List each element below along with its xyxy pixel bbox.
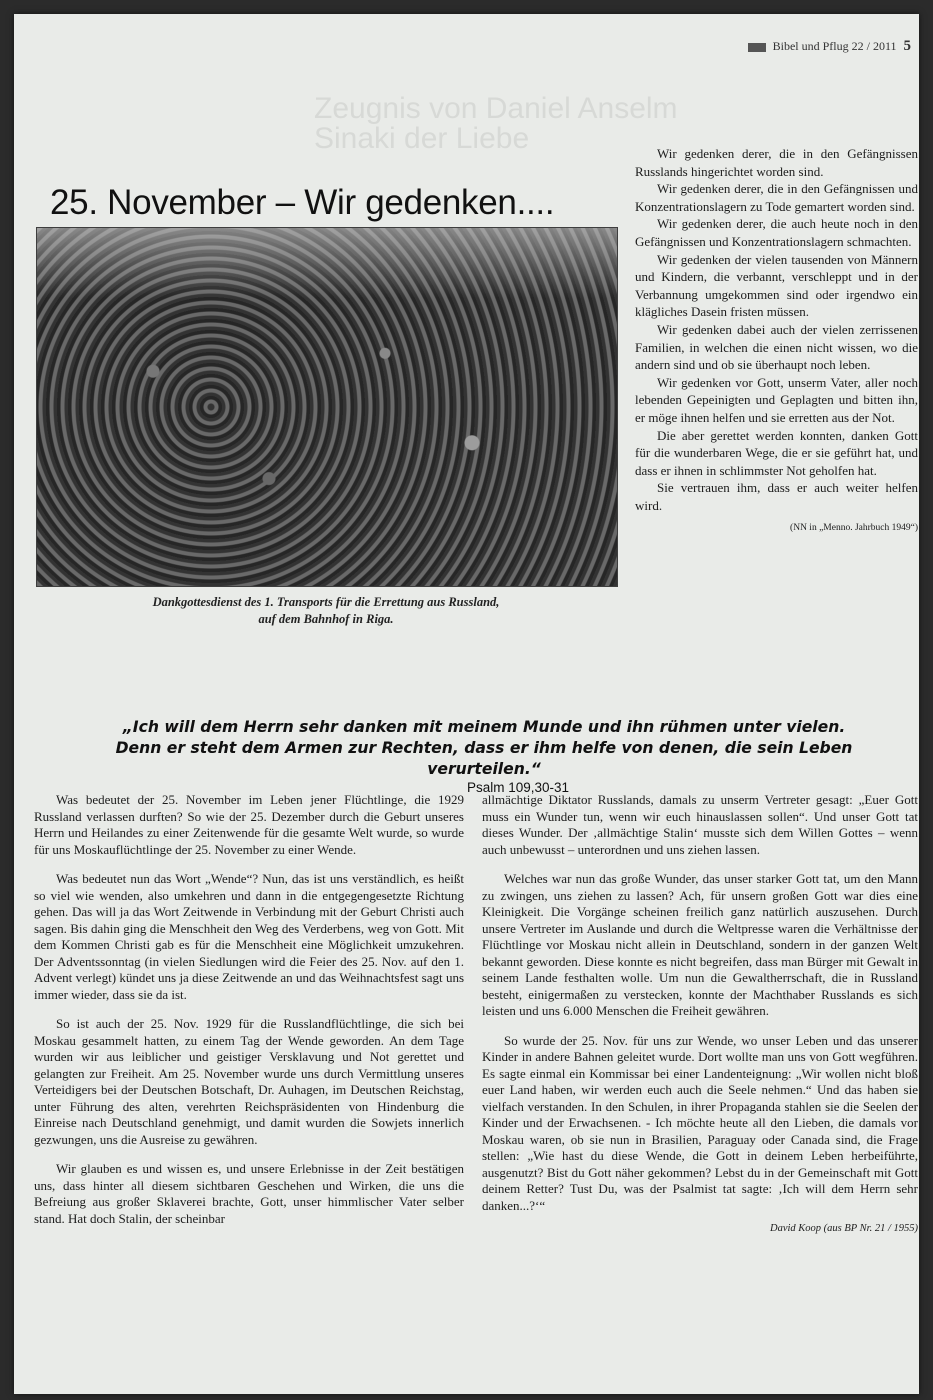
page-number: 5 (903, 38, 911, 54)
body-paragraph: Wir glauben es und wissen es, und unsere Erlebnisse in der Zeit bestätigen uns, dass hinter all diesem sichtbaren Geschehen und Wirken, die uns die Befreiung aus großer Sklaverei brachte, Gott, unser himmlischer Vater selber stand. Hat doch Stalin, der scheinbar (34, 1161, 464, 1226)
body-paragraph: So ist auch der 25. Nov. 1929 für die Russlandflüchtlinge, die sich bei Moskau gesammelt hatten, zu einem Tag der Wende geworden. An dem Tage wurden wir aus leiblicher und geistiger Versklavung und Not gerettet und gelangten zur Freiheit. Am 25. November wurde uns durch Vermittlung unseres Verteidigers bei der Deutschen Botschaft, Dr. Auhagen, im Deutschen Reichstag, unter Führung des alten, verehrten Reichspräsidenten von Hindenburg die Einreise nach Deutschland genehmigt, und damit wurden die Sowjets innerlich gezwungen, uns die Ausreise zu gewähren. (34, 1016, 464, 1147)
quote-reference: Psalm 109,30-31 (466, 780, 569, 795)
caption-line-1: Dankgottesdienst des 1. Transports für die Errettung aus Russland, (152, 595, 500, 609)
publication-issue: Bibel und Pflug 22 / 2011 (772, 39, 897, 53)
psalm-quote (74, 717, 894, 796)
body-paragraph: Welches war nun das große Wunder, das unser starker Gott tat, um den Mann zu zwingen, uns ziehen zu lassen? Ach, für unsern großen Gott war dies eine Kleinigkeit. Die Vorgänge scheinen freilich ganz natürlich auszusehen. Durch unsere Vertreter im Auslande und durch die Weltpresse waren die Verhältnisse der Flüchtlinge vor Moskau nicht allein in Deutschland, sondern in der ganzen Welt bekannt geworden. Diese konnte es nicht begreifen, dass man Bürger mit Gewalt in seinem Lande festhalten wolle. Um nun die Gewaltherrschaft, die in Russland besteht, einigermaßen zu verstecken, konnte der Machthaber Russlands es sich leisten und uns 6.000 Menschen die Freiheit gewähren. (482, 871, 918, 1018)
remembrance-paragraph: Wir gedenken dabei auch der vielen zerrissenen Familien, in welchen die einen nicht wissen, wo die andern sind und ob sie überhaupt noch leben. (635, 321, 918, 373)
caption-line-2: auf dem Bahnhof in Riga. (258, 612, 394, 626)
body-column-left (34, 792, 464, 1240)
remembrance-paragraph: Wir gedenken derer, die auch heute noch in den Gefängnissen und Konzentrationslagern schmachten. (635, 216, 918, 249)
author-signature: David Koop (aus BP Nr. 21 / 1955) (770, 1223, 918, 1234)
header-bar-decoration (748, 43, 766, 52)
body-column-right (482, 792, 918, 1238)
article-title: 25. November – Wir gedenken.... (50, 183, 555, 223)
remembrance-paragraph: Die aber gerettet werden konnten, danken Gott für die wunderbaren Wege, die er sie geführt hat, und dass er ihnen in schlimmster Not geholfen hat. (635, 427, 918, 478)
body-paragraph: Was bedeutet nun das Wort „Wende“? Nun, das ist uns verständlich, es heißt so viel wie wenden, also umkehren und dann in die entgegengesetzte Richtung gehen. Das will ja das Wort Zeitwende in Verbindung mit der Geburt Christi auch sagen. Bis dahin ging die Menschheit den Weg des Verderbens, weg von Gott. Mit dem Kommen Christi gab es für die Menschheit eine Möglichkeit umzukehren. Der Adventssonntag (in vielen Siedlungen wird die Feier des 25. Nov. auf den 1. Advent verlegt) kündet uns ja diese Zeitwende an und das Weihnachtsfest sagt uns immer wieder, dass sie da ist. (34, 871, 464, 1002)
photo-sky-tone (37, 228, 617, 298)
remembrance-source: (NN in „Menno. Jahrbuch 1949“) (790, 523, 918, 534)
remembrance-paragraph: Wir gedenken derer, die in den Gefängnissen Russlands hingerichtet worden sind. (635, 146, 918, 179)
remembrance-paragraph: Wir gedenken derer, die in den Gefängnissen und Konzentrationslagern zu Tode gemartert worden sind. (635, 181, 918, 214)
body-paragraph: So wurde der 25. Nov. für uns zur Wende, wo unser Leben und das unserer Kinder in andere Bahnen geleitet wurde. Dort wollte man uns von Gott wegführen. Es sagte einmal ein Kommissar bei einer Landenteignung: „Wir wollen nicht bloß euer Land haben, wir werden euch auch die Seele nehmen.“ Und das haben sie vielfach verstanden. In den Schulen, in ihrer Propaganda stahlen sie die Seelen der Kinder und der Erwachsenen. - Ich möchte heute all den Lieben, die damals vor Moskau waren, ob sie nun in Brasilien, Paraguay oder Canada sind, die Frage stellen: „Wie hast du diese Wende, die Gott in deinem Leben herbeiführte, ausgenutzt? Bist du Gott näher gekommen? Lebst du in der Gemeinschaft mit Gott deinem Retter? Tust Du, was der Psalmist tat sagte: ‚Ich will dem Herrn sehr danken...?‘“ (482, 1032, 918, 1213)
bleed-through-heading: Zeugnis von Daniel Anselm (314, 92, 678, 125)
running-head (748, 38, 911, 55)
photo-caption (36, 594, 616, 628)
quote-line-2: Denn er steht dem Armen zur Rechten, dass er ihm helfe von denen, die sein Leben verurteilen.“ (115, 739, 853, 778)
quote-line-1: „Ich will dem Herrn sehr danken mit meinem Munde und ihn rühmen unter vielen. (122, 718, 846, 736)
crowd-photo (36, 227, 618, 587)
remembrance-paragraph: Sie vertrauen ihm, dass er auch weiter helfen wird. (635, 480, 918, 513)
remembrance-paragraph: Wir gedenken vor Gott, unserm Vater, aller noch lebenden Gepeinigten und Geplagten und bitten ihn, er möge ihnen helfen und sie erretten aus der Not. (635, 374, 918, 425)
magazine-page (14, 14, 919, 1394)
body-paragraph: Was bedeutet der 25. November im Leben jener Flüchtlinge, die 1929 Russland verlassen durften? So wie der 25. Dezember durch die Geburt unseres Herrn und Heilandes zu einer Zeitenwende für die gesamte Welt wurde, so wurde für uns Moskauflüchtlinge der 25. November zu einer Wende. (34, 792, 464, 857)
remembrance-paragraph: Wir gedenken der vielen tausenden von Männern und Kindern, die verbannt, verschleppt und in der Verbannung umgekommen sind oder irgendwo ein klägliches Dasein fristen müssen. (635, 251, 918, 320)
body-paragraph: allmächtige Diktator Russlands, damals zu unserm Vertreter gesagt: „Euer Gott muss ein Wunder tun, wenn wir euch hinauslassen sollen“. Und unser Gott tat dieses Wunder. Der ‚allmächtige Stalin‘ musste sich dem Willen Gottes – wenn auch unbewusst – unterordnen und uns ziehen lassen. (482, 792, 918, 857)
remembrance-column (635, 145, 918, 538)
bleed-through-subheading: Sinaki der Liebe (314, 122, 530, 155)
